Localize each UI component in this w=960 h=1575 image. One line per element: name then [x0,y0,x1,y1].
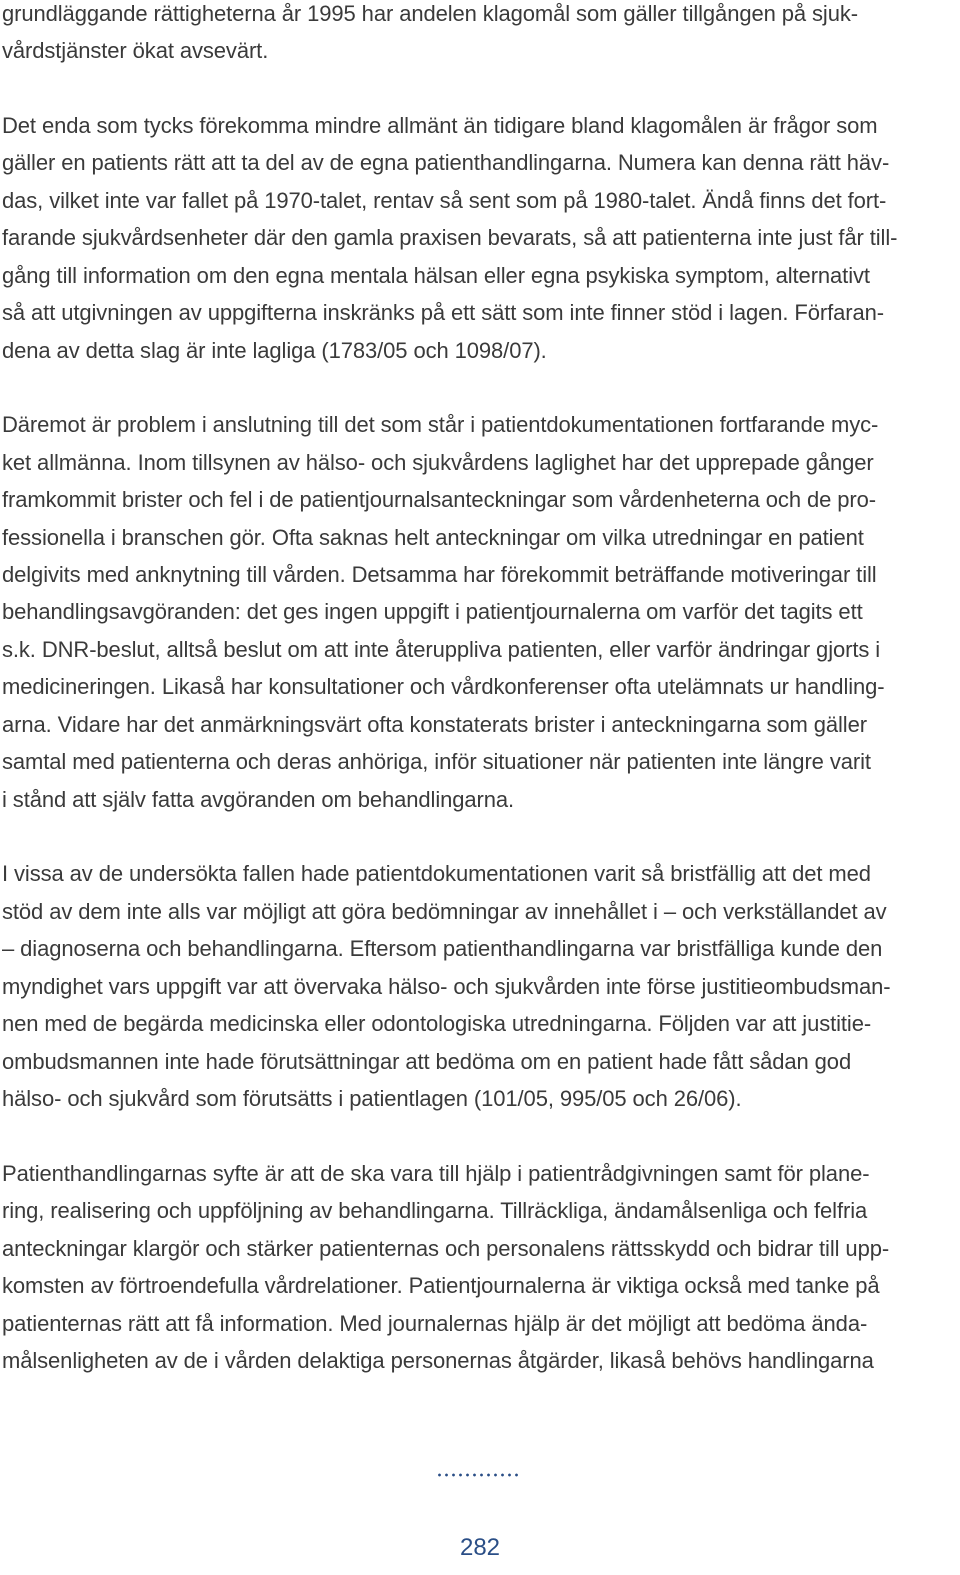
paragraph-3-line-4: fessionella i branschen gör. Ofta saknas helt anteckningar om vilka utredningar en patient [2,525,864,550]
paragraph-2-line-4: farande sjukvårdsenheter där den gamla praxisen bevarats, så att patienterna inte just får till- [2,225,898,250]
paragraph-3-line-9: arna. Vidare har det anmärkningsvärt ofta konstaterats brister i anteckningarna som gäller [2,712,867,737]
paragraph-2-line-5: gång till information om den egna mentala hälsan eller egna psykiska symptom, alternativt [2,263,870,288]
paragraph-3-line-5: delgivits med anknytning till vården. Detsamma har förekommit beträffande motiveringar till [2,562,877,587]
paragraph-2-line-7: dena av detta slag är inte lagliga (1783/05 och 1098/07). [2,338,547,363]
paragraph-3-line-7: s.k. DNR-beslut, alltså beslut om att inte återuppliva patienten, eller varför ändringar gjorts i [2,637,881,662]
paragraph-4-line-2: stöd av dem inte alls var möjligt att göra bedömningar av innehållet i – och verkställandet av [2,899,887,924]
paragraph-3-line-2: ket allmänna. Inom tillsynen av hälso- och sjukvårdens laglighet har det upprepade gånger [2,450,874,475]
paragraph-5-line-6: målsenligheten av de i vården delaktiga personernas åtgärder, likaså behövs handlingarna [2,1348,874,1373]
paragraph-3-line-8: medicineringen. Likaså har konsultationer och vårdkonferenser ofta utelämnats ur handling- [2,674,885,699]
paragraph-2-line-6: så att utgivningen av uppgifterna inskränks på ett sätt som inte finner stöd i lagen. Förfaran- [2,300,884,325]
paragraph-3-line-3: framkommit brister och fel i de patientjournalsanteckningar som vårdenheterna och de pro- [2,487,876,512]
paragraph-5-line-4: komsten av förtroendefulla vårdrelationer. Patientjournalerna är viktiga också med tanke på [2,1273,880,1298]
paragraph-2-line-2: gäller en patients rätt att ta del av de egna patienthandlingarna. Numera kan denna rätt häv- [2,150,890,175]
paragraph-5-line-2: ring, realisering och uppföljning av behandlingarna. Tillräckliga, ändamålsenliga och felfria [2,1198,868,1223]
paragraph-4-line-1: I vissa av de undersökta fallen hade patientdokumentationen varit så bristfällig att det med [2,861,871,886]
paragraph-4-line-6: ombudsmannen inte hade förutsättningar att bedöma om en patient hade fått sådan god [2,1049,852,1074]
paragraph-2-line-1: Det enda som tycks förekomma mindre allmänt än tidigare bland klagomålen är frågor som [2,113,878,138]
paragraph-5-line-5: patienternas rätt att få information. Med journalernas hjälp är det möjligt att bedöma ända- [2,1311,868,1336]
paragraph-5-line-3: anteckningar klargör och stärker patienternas och personalens rättsskydd och bidrar till upp- [2,1236,890,1261]
paragraph-3-line-11: i stånd att själv fatta avgöranden om behandlingarna. [2,787,515,812]
page-number: 282 [459,1534,501,1561]
paragraph-1-line-2: vårdstjänster ökat avsevärt. [2,38,269,63]
footer-dotted-rule [436,1472,522,1478]
paragraph-3-line-10: samtal med patienterna och deras anhöriga, inför situationer när patienten inte längre varit [2,749,871,774]
paragraph-3-line-6: behandlingsavgöranden: det ges ingen uppgift i patientjournalerna om varför det tagits ett [2,599,863,624]
paragraph-2-line-3: das, vilket inte var fallet på 1970-talet, rentav så sent som på 1980-talet. Ändå finns det fort- [2,188,887,213]
paragraph-4-line-7: hälso- och sjukvård som förutsätts i patientlagen (101/05, 995/05 och 26/06). [2,1086,742,1111]
paragraph-4-line-5: nen med de begärda medicinska eller odontologiska utredningarna. Följden var att justitie- [2,1011,872,1036]
paragraph-4-line-4: myndighet vars uppgift var att övervaka hälso- och sjukvården inte förse justitieombudsman- [2,974,891,999]
paragraph-5-line-1: Patienthandlingarnas syfte är att de ska vara till hjälp i patientrådgivningen samt för plane- [2,1161,870,1186]
paragraph-3-line-1: Däremot är problem i anslutning till det som står i patientdokumentationen fortfarande myc- [2,412,879,437]
paragraph-4-line-3: – diagnoserna och behandlingarna. Eftersom patienthandlingarna var bristfälliga kunde den [2,936,883,961]
paragraph-1-line-1: grundläggande rättigheterna år 1995 har andelen klagomål som gäller tillgången på sjuk- [2,1,858,26]
